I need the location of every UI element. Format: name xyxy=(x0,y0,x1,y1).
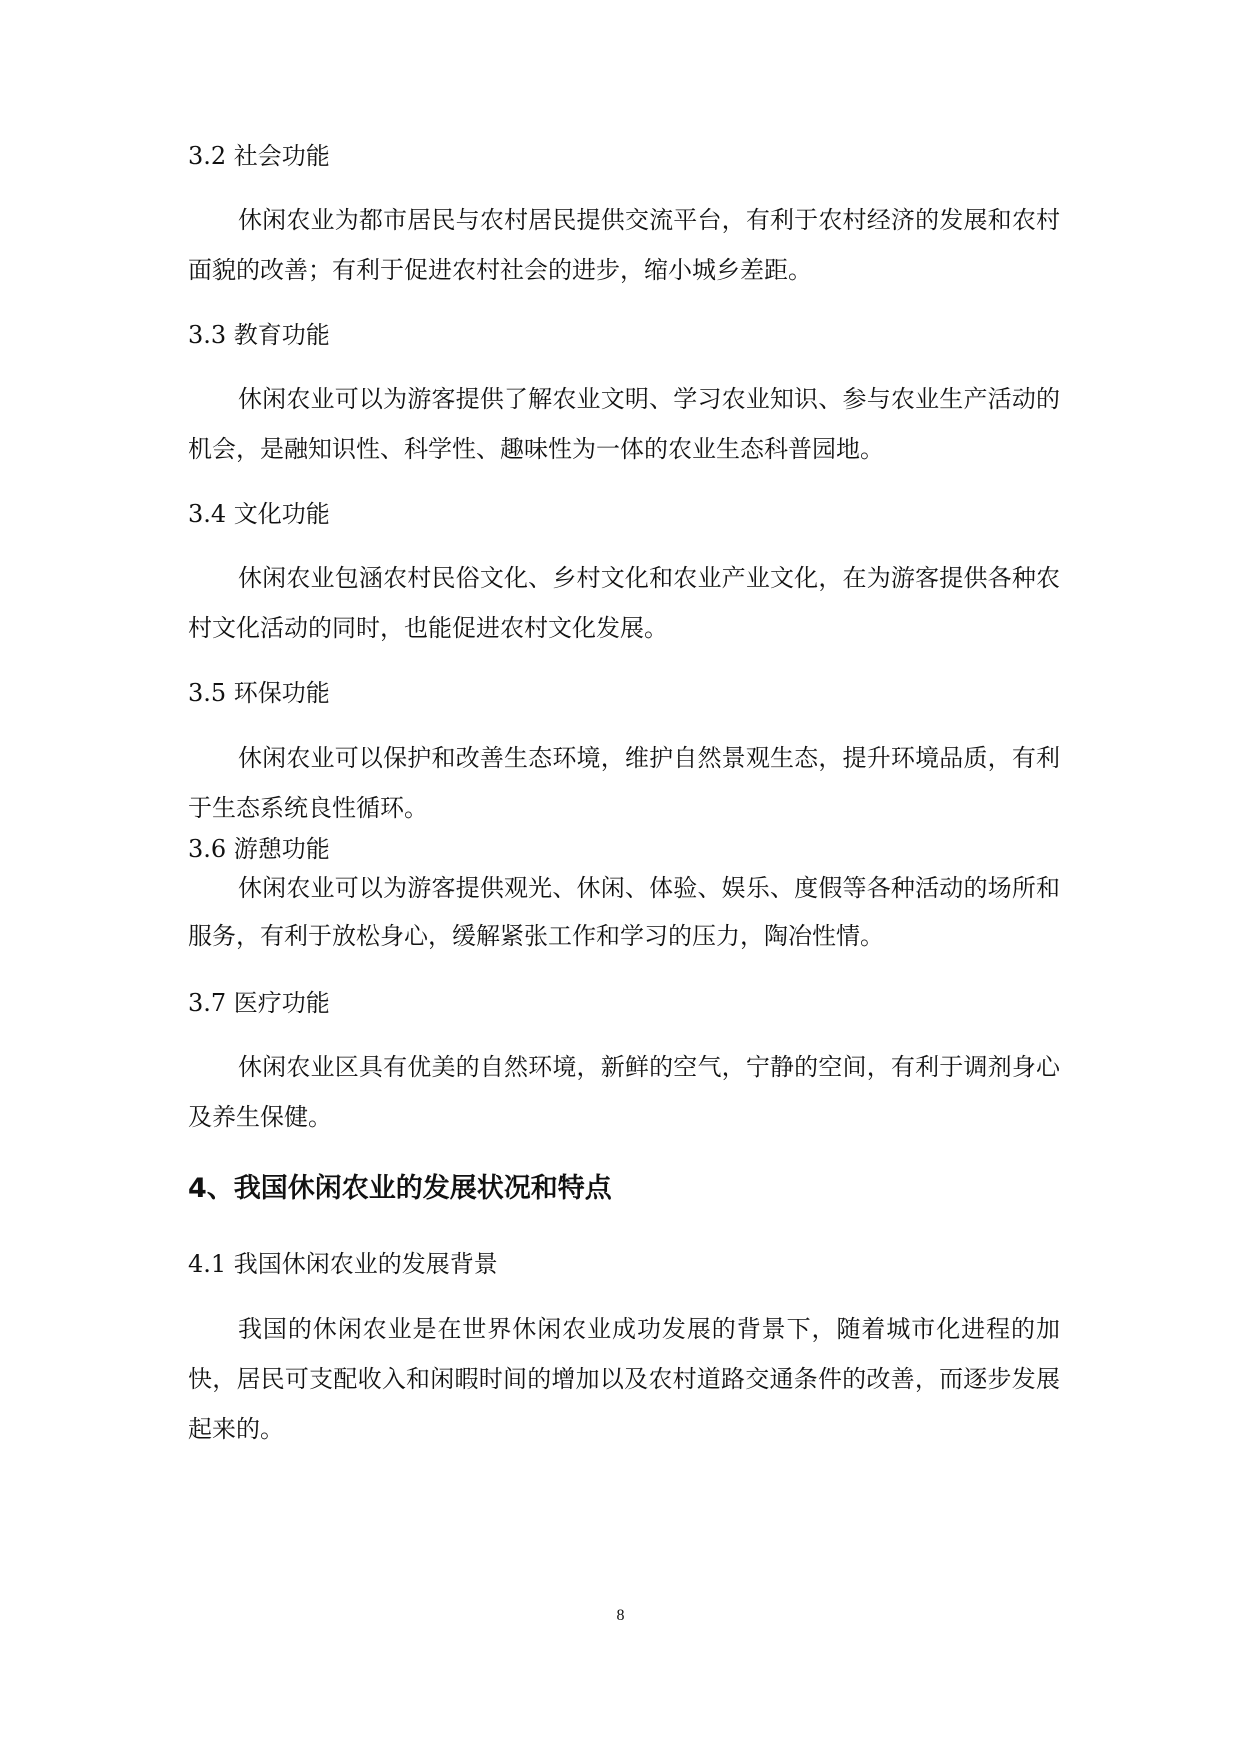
section-heading-3-3: 3.3 教育功能 xyxy=(188,321,330,349)
section-heading-3-6: 3.6 游憩功能 xyxy=(188,835,330,863)
section-heading-4-1: 4.1 我国休闲农业的发展背景 xyxy=(188,1250,498,1278)
section-heading-3-7: 3.7 医疗功能 xyxy=(188,989,330,1017)
section-paragraph-3-4: 休闲农业包涵农村民俗文化、乡村文化和农业产业文化，在为游客提供各种农村文化活动的同时，也能促进农村文化发展。 xyxy=(188,564,1060,642)
section-heading-3-2: 3.2 社会功能 xyxy=(188,142,330,170)
section-paragraph-3-3: 休闲农业可以为游客提供了解农业文明、学习农业知识、参与农业生产活动的机会，是融知识性、科学性、趣味性为一体的农业生态科普园地。 xyxy=(188,385,1060,463)
section-paragraph-4-1: 我国的休闲农业是在世界休闲农业成功发展的背景下，随着城市化进程的加快，居民可支配收入和闲暇时间的增加以及农村道路交通条件的改善，而逐步发展起来的。 xyxy=(188,1315,1060,1443)
section-heading-3-5: 3.5 环保功能 xyxy=(188,679,330,707)
section-paragraph-3-5: 休闲农业可以保护和改善生态环境，维护自然景观生态，提升环境品质，有利于生态系统良性循环。 xyxy=(188,744,1060,822)
page-number: 8 xyxy=(616,1607,625,1624)
section-heading-3-4: 3.4 文化功能 xyxy=(188,500,330,528)
section-paragraph-3-2: 休闲农业为都市居民与农村居民提供交流平台，有利于农村经济的发展和农村面貌的改善；有利于促进农村社会的进步，缩小城乡差距。 xyxy=(188,206,1060,284)
section-paragraph-3-7: 休闲农业区具有优美的自然环境，新鲜的空气，宁静的空间，有利于调剂身心及养生保健。 xyxy=(188,1053,1060,1131)
section-paragraph-3-6: 休闲农业可以为游客提供观光、休闲、体验、娱乐、度假等各种活动的场所和服务，有利于放松身心，缓解紧张工作和学习的压力，陶冶性情。 xyxy=(188,874,1060,950)
chapter-heading-4: 4、我国休闲农业的发展状况和特点 xyxy=(188,1173,612,1204)
